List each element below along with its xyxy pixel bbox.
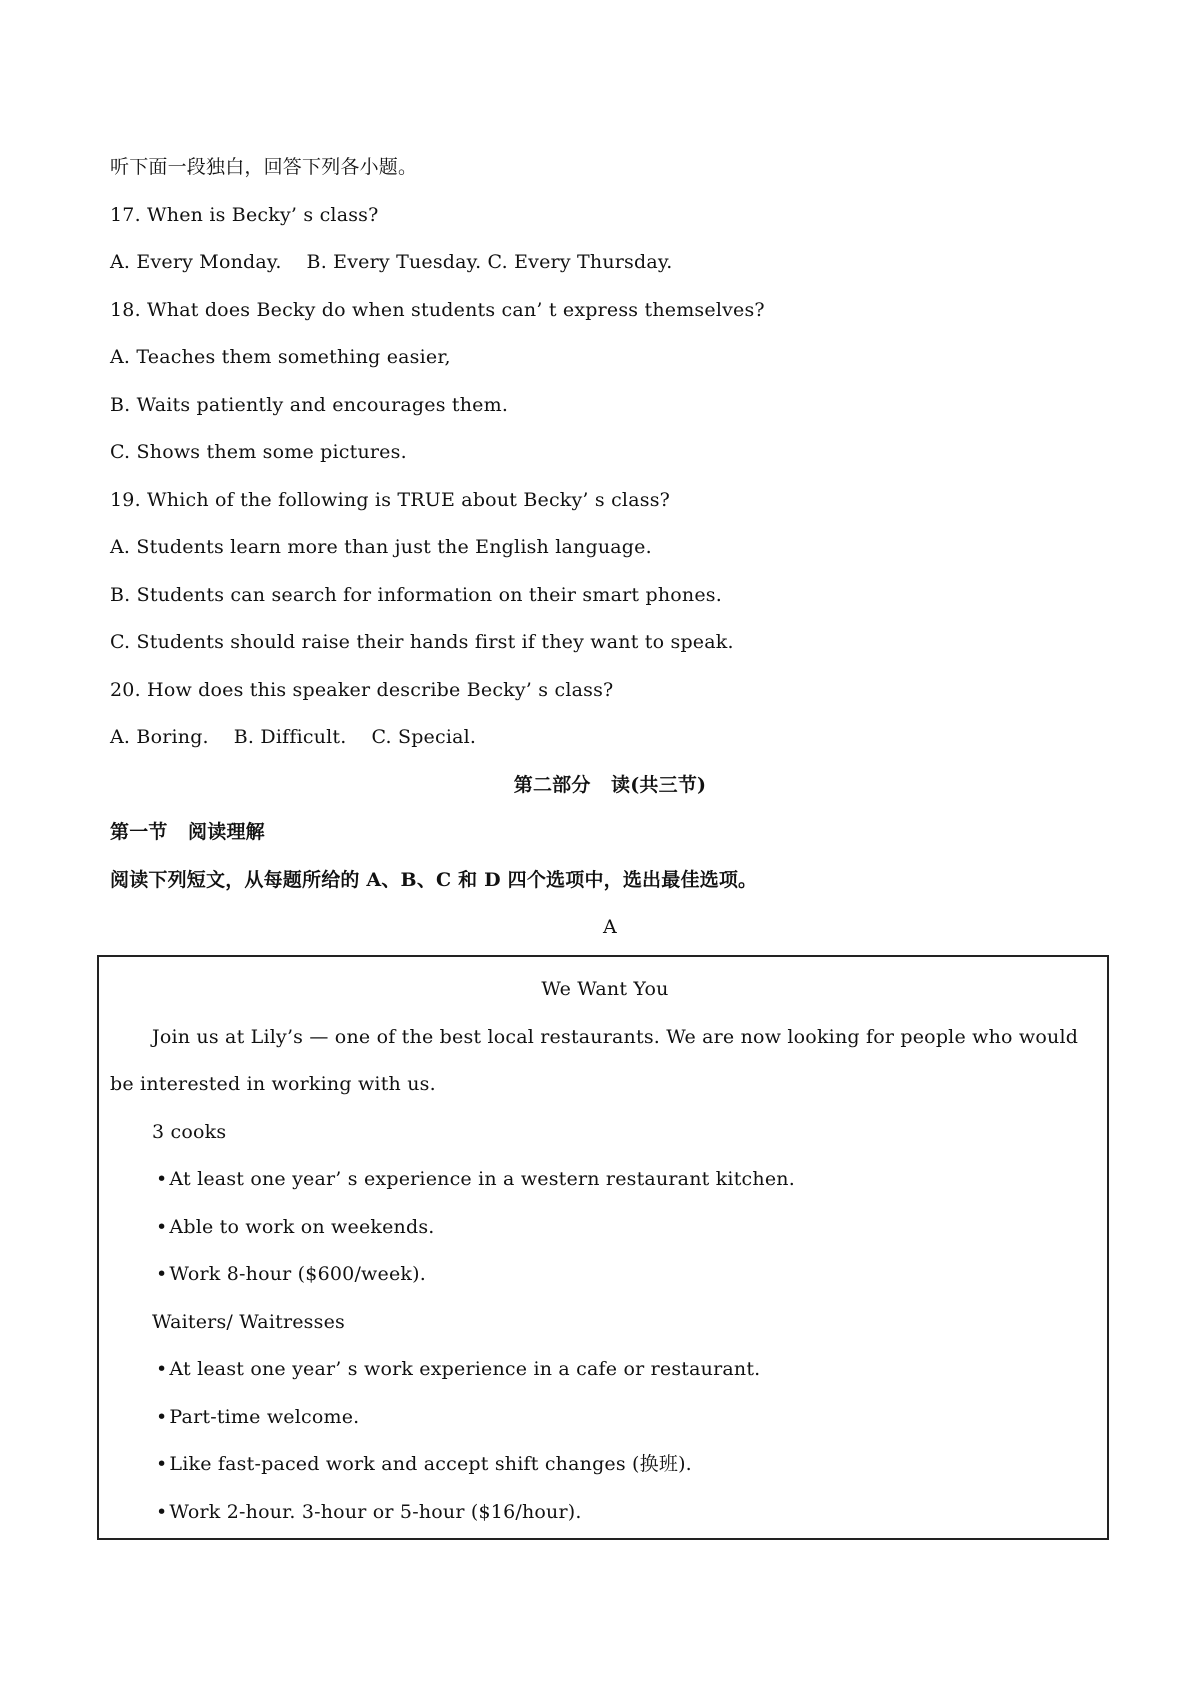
job-requirement: • Part-time welcome. xyxy=(110,1404,1100,1452)
job-requirement: • Able to work on weekends. xyxy=(110,1214,1100,1262)
job-requirement: • At least one year’ s work experience in a cafe or restaurant. xyxy=(110,1356,1100,1404)
job-heading-cooks: 3 cooks xyxy=(152,1120,227,1143)
question-20: 20. How does this speaker describe Becky’ s class? xyxy=(110,678,614,701)
notice-title: We Want You xyxy=(541,978,669,1000)
listening-instruction: 听下面一段独白，回答下列各小题。 xyxy=(110,156,418,178)
job-requirement: • Work 2-hour. 3-hour or 5-hour ($16/hour). xyxy=(110,1499,1100,1547)
question-17: 17. When is Becky’ s class? xyxy=(110,203,379,226)
reading-instruction: 阅读下列短文，从每题所给的 A、B、C 和 D 四个选项中，选出最佳选项。 xyxy=(110,868,758,891)
notice-intro-line-1: Join us at Lily’s — one of the best local restaurants. We are now looking for people who would xyxy=(152,1025,1079,1048)
question-18-option-c: C. Shows them some pictures. xyxy=(110,441,407,463)
question-18-option-a: A. Teaches them something easier, xyxy=(110,346,451,368)
job-notice-content xyxy=(110,976,1100,1546)
question-18: 18. What does Becky do when students can’ t express themselves? xyxy=(110,298,765,321)
job-requirement: • At least one year’ s experience in a western restaurant kitchen. xyxy=(110,1166,1100,1214)
document-page xyxy=(110,154,1110,962)
question-20-options: A. Boring. B. Difficult. C. Special. xyxy=(110,726,477,748)
job-requirement: • Work 8-hour ($600/week). xyxy=(110,1261,1100,1309)
job-requirement: • Like fast-paced work and accept shift changes (换班). xyxy=(110,1451,1100,1499)
question-19: 19. Which of the following is TRUE about Becky’ s class? xyxy=(110,488,671,511)
section-title: 第一节 阅读理解 xyxy=(110,821,265,843)
question-17-options: A. Every Monday. B. Every Tuesday. C. Every Thursday. xyxy=(110,251,673,273)
question-19-option-a: A. Students learn more than just the English language. xyxy=(110,536,652,558)
job-notice-box xyxy=(97,955,1109,1540)
question-19-option-c: C. Students should raise their hands first if they want to speak. xyxy=(110,631,734,653)
job-heading-waiters: Waiters/ Waitresses xyxy=(152,1310,345,1333)
question-19-option-b: B. Students can search for information on their smart phones. xyxy=(110,583,722,606)
notice-intro-line-2: be interested in working with us. xyxy=(110,1073,436,1095)
part-title: 第二部分 读(共三节) xyxy=(513,773,707,796)
question-18-option-b: B. Waits patiently and encourages them. xyxy=(110,393,509,416)
passage-label: A xyxy=(603,916,617,938)
